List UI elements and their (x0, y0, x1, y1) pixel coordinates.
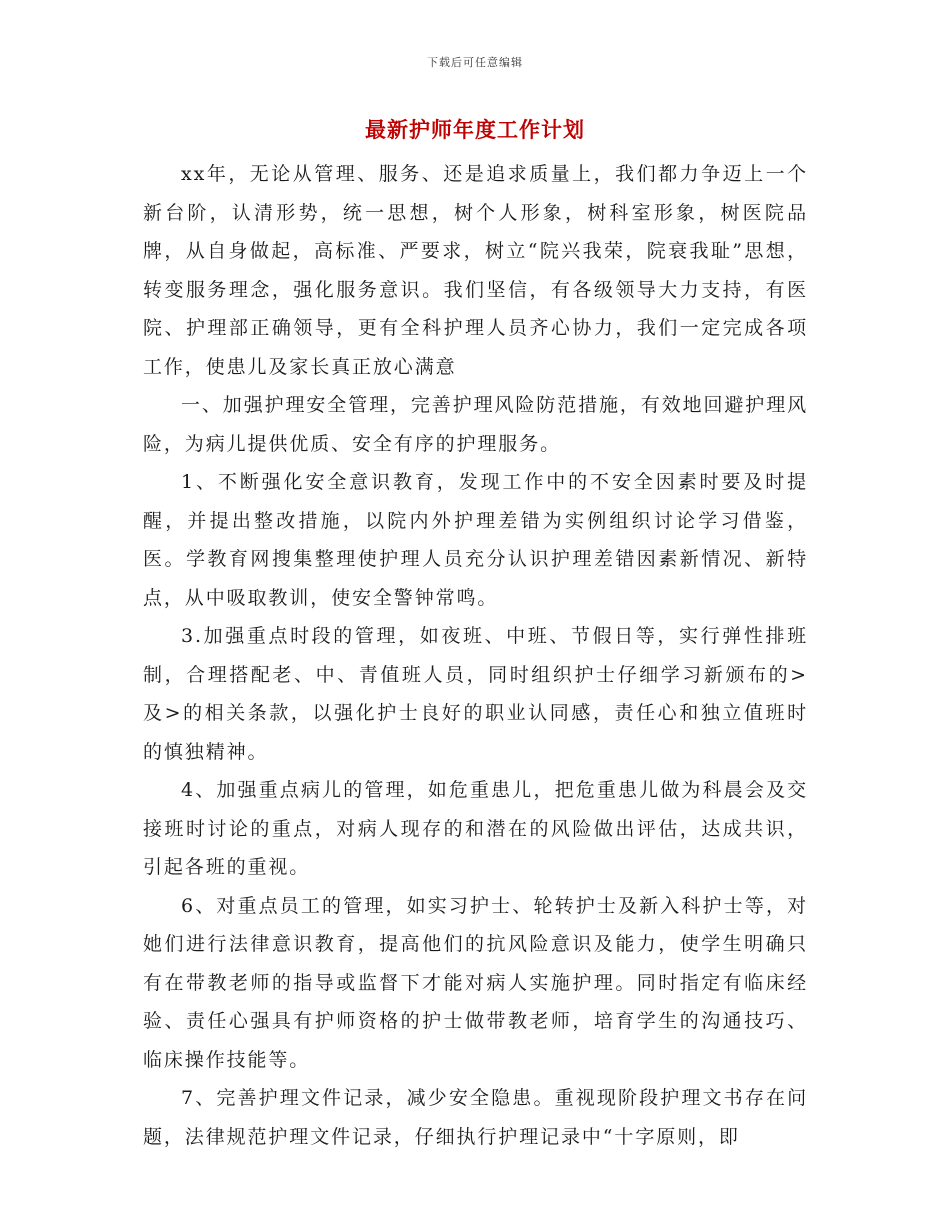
page-header-note: 下载后可任意编辑 (427, 56, 523, 69)
document-title: 最新护师年度工作计划 (365, 117, 585, 142)
paragraph-item-6: 6、对重点员工的管理，如实习护士、轮转护士及新入科护士等，对她们进行法律意识教育，提高他们的抗风险意识及能力，使学生明确只有在带教老师的指导或监督下才能对病人实施护理。同时指定有临床经验、责任心强具有护师资格的护士做带教老师，培育学生的沟通技巧、临床操作技能等。 (143, 894, 808, 1071)
paragraph-item-7: 7、完善护理文件记录，减少安全隐患。重视现阶段护理文书存在问题，法律规范护理文件记录，仔细执行护理记录中“十字原则，即 (143, 1087, 808, 1148)
paragraph-intro: xx年，无论从管理、服务、还是追求质量上，我们都力争迈上一个新台阶，认清形势，统一思想，树个人形象，树科室形象，树医院品牌，从自身做起，高标准、严要求，树立“院兴我荣，院衰我耻”思想，转变服务理念，强化服务意识。我们坚信，有各级领导大力支持，有医院、护理部正确领导，更有全科护理人员齐心协力，我们一定完成各项工作，使患儿及家长真正放心满意 (143, 163, 808, 378)
paragraph-section-1: 一、加强护理安全管理，完善护理风险防范措施，有效地回避护理风险，为病儿提供优质、安全有序的护理服务。 (143, 394, 809, 455)
paragraph-item-3: 3.加强重点时段的管理，如夜班、中班、节假日等，实行弹性排班制，合理搭配老、中、青值班人员，同时组织护士仔细学习新颁布的>及>的相关条款，以强化护士良好的职业认同感，责任心和独立值班时的慎独精神。 (143, 625, 808, 763)
document-body (143, 155, 808, 1156)
paragraph-item-4: 4、加强重点病儿的管理，如危重患儿，把危重患儿做为科晨会及交接班时讨论的重点，对病人现存的和潜在的风险做出评估，达成共识，引起各班的重视。 (143, 779, 808, 878)
paragraph-item-1: 1、不断强化安全意识教育，发现工作中的不安全因素时要及时提醒，并提出整改措施，以院内外护理差错为实例组织讨论学习借鉴，医。学教育网搜集整理使护理人员充分认识护理差错因素新情况、新特点，从中吸取教训，使安全警钟常鸣。 (143, 471, 808, 609)
